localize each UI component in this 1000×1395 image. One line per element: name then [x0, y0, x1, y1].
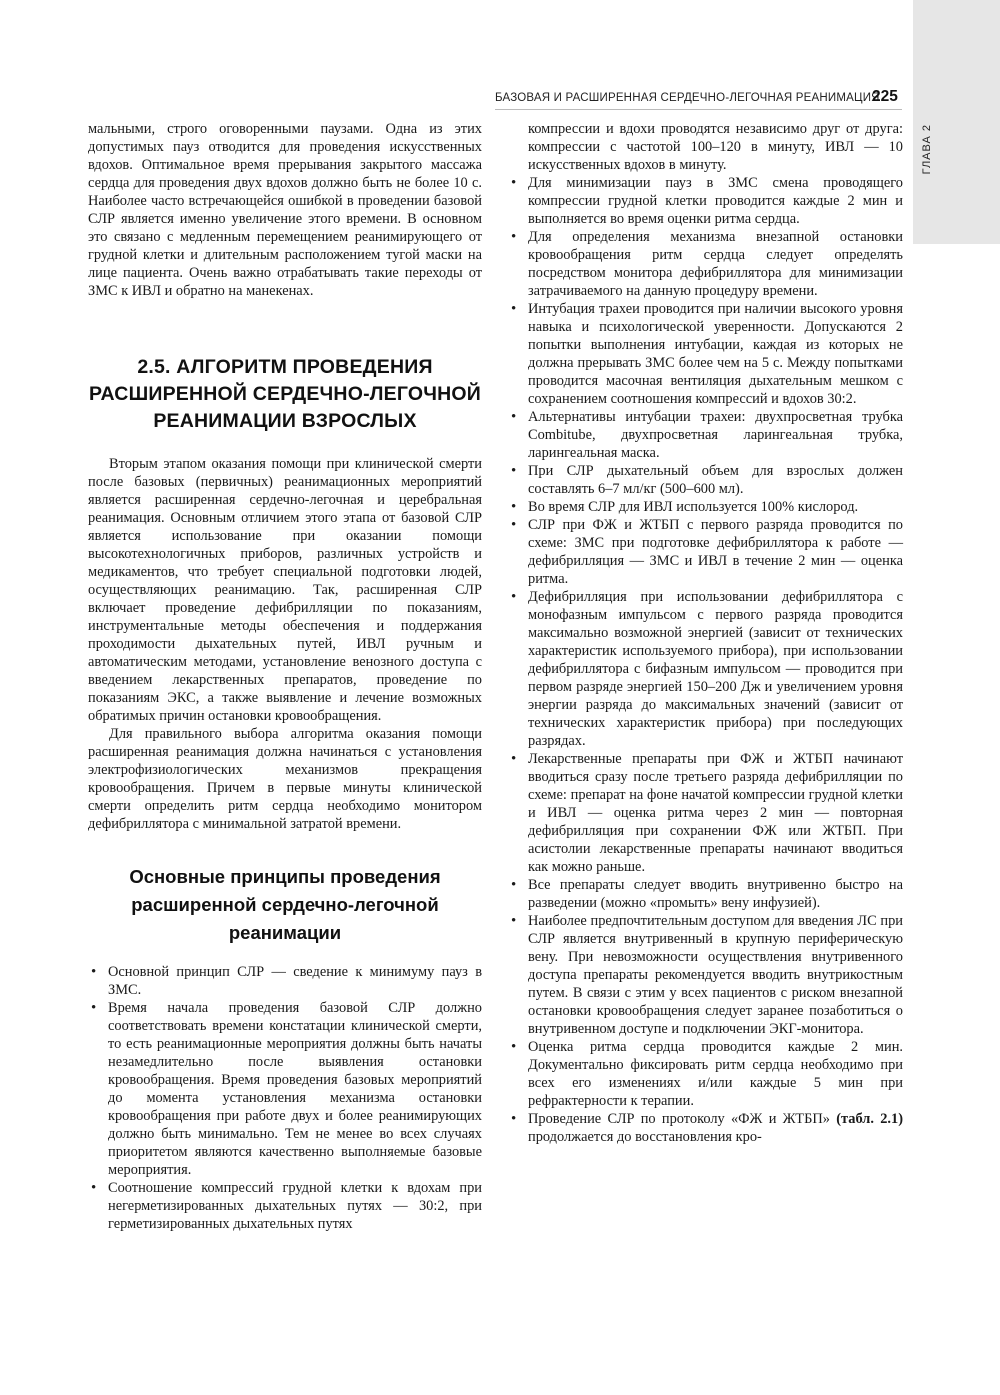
list-item: • При СЛР дыхательный объем для взрослых должен составлять 6–7 мл/кг (500–600 мл).: [508, 462, 903, 498]
last-item-text-end: продолжается до восстановления кро-: [528, 1129, 762, 1145]
subsection-title-line: расширенной сердечно-легочной: [131, 894, 439, 915]
left-column: [88, 120, 482, 1233]
list-item: • Интубация трахеи проводится при наличии высокого уровня навыка и психологической уверенности. Допускаются 2 попытки выполнения интубации, каждая из которых не должна прерывать ЗМС более чем на 5 с. Между попытками проводится масочная вентиляция дыхательным мешком с сохранением соотношения компрессий и вдохов 30:2.: [508, 300, 903, 408]
list-item: • Лекарственные препараты при ФЖ и ЖТБП начинают вводиться сразу после третьего разряда дефибрилляции по схеме: препарат на фоне начатой компрессии грудной клетки и ИВЛ — оценка ритма через 2 мин — повторная дефибрилляция при сохранении ФЖ или ЖТБП. При асистолии лекарственные препараты начинают вводиться как можно раньше.: [508, 750, 903, 876]
right-column: [528, 120, 903, 1146]
table-reference: (табл. 2.1): [836, 1111, 904, 1127]
header-rule: [495, 109, 902, 110]
list-item-last: [508, 1110, 903, 1146]
list-item: • Альтернативы интубации трахеи: двухпросветная трубка Combitube, двухпросветная ларингеальная трубка, ларингеальная маска.: [508, 408, 903, 462]
chapter-tab: [913, 0, 1000, 244]
section-title: [88, 354, 482, 435]
principles-list-continued: [508, 174, 903, 1146]
subsection-title: [88, 863, 482, 947]
section-paragraph: Для правильного выбора алгоритма оказания помощи расширенная реанимация должна начинаться с установления электрофизиологических механизмов прекращения кровообращения. Причем в первые минуты клинической смерти определить ритм сердца необходимо монитором дефибриллятора с минимальной затратой времени.: [88, 726, 482, 832]
list-item: • Наиболее предпочтительным доступом для введения ЛС при СЛР является внутривенный в крупную периферическую вену. При невозможности осуществления внутривенного доступа препараты рекомендуется вводить внутрикостным путем. В связи с этим у всех пациентов с риском внезапной остановки кровообращения следует заранее позаботиться о внутривенном доступе и подключении ЭКГ-монитора.: [508, 912, 903, 1038]
running-header: БАЗОВАЯ И РАСШИРЕННАЯ СЕРДЕЧНО-ЛЕГОЧНАЯ РЕАНИМАЦИЯ: [495, 92, 880, 104]
list-item: • Основной принцип СЛР — сведение к минимуму пауз в ЗМС.: [88, 963, 482, 999]
list-item: • Дефибрилляция при использовании дефибриллятора с монофазным импульсом с первого разряда проводится максимально возможной энергией (зависит от технических характеристик используемого прибора), при использовании дефибриллятора с бифазным импульсом — проводится при первом разряде энергией 150–200 Дж и увеличением уровня энергии разряда до максимальных значений (зависит от технических характеристик прибора) при последующих разрядах.: [508, 588, 903, 750]
principles-list: [88, 963, 482, 1233]
subsection-title-line: реанимации: [228, 922, 342, 943]
list-item: • Время начала проведения базовой СЛР должно соответствовать времени констатации клинической смерти, то есть реанимационные мероприятия должны быть начаты незамедлительно после выявления остановки кровообращения. Время проведения базовых мероприятий до момента установления механизма остановки кровообращения при работе двух и более реанимирующих должно быть минимально. Тем не менее во всех случаях приоритетом являются качественно выполняемые базовые мероприятия.: [88, 999, 482, 1179]
last-item-text: Проведение СЛР по протоколу «ФЖ и ЖТБП»: [528, 1111, 837, 1127]
intro-paragraph: мальными, строго оговоренными паузами. Одна из этих допустимых пауз отводится для проведения искусственных вдохов. Оптимальное время прерывания закрытого массажа сердца для проведения двух вдохов должно быть не более 10 с. Наиболее часто встречающейся ошибкой в проведении базовой СЛР является именно увеличение этого времени. В основном это связано с медленным перемещением реанимирующего от грудной клетки и длительным расположением тугой маски на лице пациента. Очень важно отрабатывать такие переходы от ЗМС к ИВЛ и обратно на манекенах.: [88, 121, 482, 299]
list-item: • Во время СЛР для ИВЛ используется 100% кислород.: [508, 498, 903, 516]
section-paragraph: Вторым этапом оказания помощи при клинической смерти после базовых (первичных) реанимационных мероприятий является расширенная сердечно-легочная и церебральная реанимация. Основным отличием этого этапа от базовой СЛР является использование при оказании помощи высокотехнологичных приборов, различных устройств и медикаментов, что требует специальной подготовки людей, осуществляющих реанимацию. Так, расширенная СЛР включает проведение дефибрилляции по показаниям, инструментальные методы обеспечения и поддержания проходимости дыхательных путей, ИВЛ ручным и автоматическим методами, установление венозного доступа с введением лекарственных препаратов, проведение по показаниям ЭКС, а также выявление и лечение возможных обратимых причин остановки кровообращения.: [88, 456, 482, 724]
list-item: • Для определения механизма внезапной остановки кровообращения ритм сердца следует определять посредством монитора дефибриллятора для минимизации затрачиваемого на данную процедуру времени.: [508, 228, 903, 300]
chapter-label: ГЛАВА 2: [921, 124, 933, 175]
section-title-line: 2.5. АЛГОРИТМ ПРОВЕДЕНИЯ: [137, 356, 433, 378]
list-item: • Для минимизации пауз в ЗМС смена проводящего компрессии грудной клетки проводится каждые 2 мин и выполняется во время оценки ритма сердца.: [508, 174, 903, 228]
continuation-paragraph: компрессии и вдохи проводятся независимо друг от друга: компрессии с частотой 100–120 в минуту, ИВЛ — 10 искусственных вдохов в минуту.: [528, 121, 903, 173]
section-title-line: РАСШИРЕННОЙ СЕРДЕЧНО-ЛЕГОЧНОЙ: [89, 383, 481, 405]
list-item: • Все препараты следует вводить внутривенно быстро на разведении (можно «промыть» вену инфузией).: [508, 876, 903, 912]
list-item: • Соотношение компрессий грудной клетки к вдохам при негерметизированных дыхательных путях — 30:2, при герметизированных дыхательных путях: [88, 1179, 482, 1233]
page-number: 225: [872, 88, 898, 105]
list-item: • СЛР при ФЖ и ЖТБП с первого разряда проводится по схеме: ЗМС при подготовке дефибриллятора к работе — дефибрилляция — ЗМС и ИВЛ в течение 2 мин — оценка ритма.: [508, 516, 903, 588]
section-title-line: РЕАНИМАЦИИ ВЗРОСЛЫХ: [153, 410, 417, 432]
list-item: • Оценка ритма сердца проводится каждые 2 мин. Документально фиксировать ритм сердца необходимо при всех его изменениях и/или каждые 5 мин при рефрактерности к терапии.: [508, 1038, 903, 1110]
subsection-title-line: Основные принципы проведения: [129, 866, 441, 887]
